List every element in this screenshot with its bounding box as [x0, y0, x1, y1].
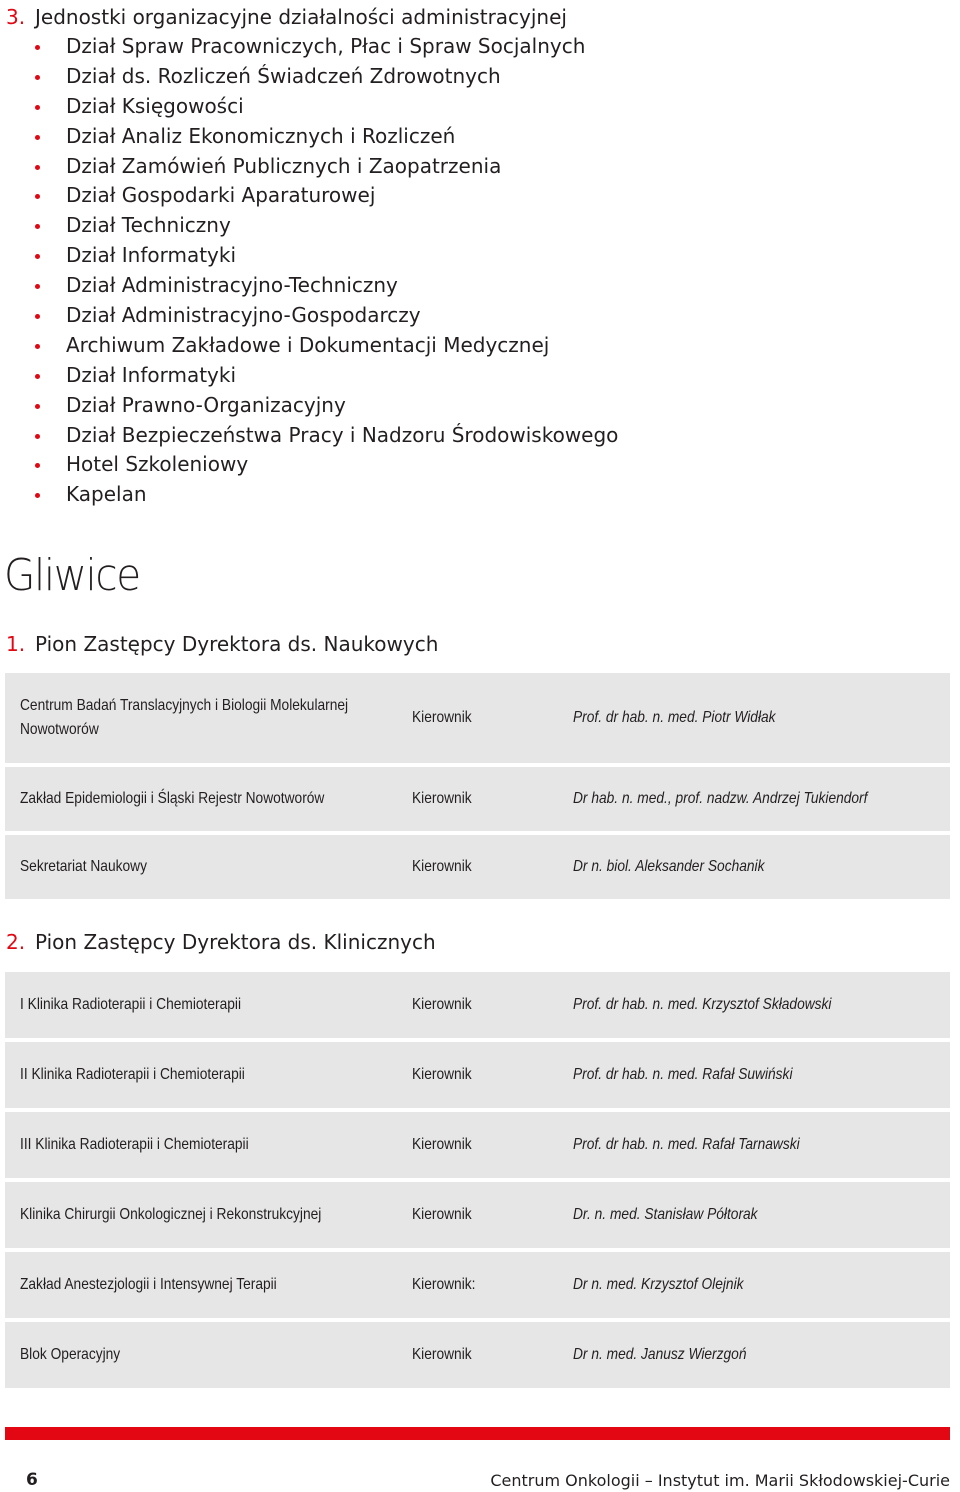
bullet-icon	[35, 105, 40, 110]
section-title: Pion Zastępcy Dyrektora ds. Klinicznych	[35, 930, 436, 954]
table-row	[5, 835, 950, 899]
role-cell: Kierownik	[412, 709, 472, 726]
unit-cell: Klinika Chirurgii Onkologicznej i Rekonstrukcyjnej	[20, 1206, 322, 1223]
person-cell: Dr hab. n. med., prof. nadzw. Andrzej Tukiendorf	[573, 790, 868, 807]
bullet-icon	[35, 434, 40, 439]
unit-list	[0, 32, 618, 510]
role-cell: Kierownik	[412, 1066, 472, 1083]
person-cell: Prof. dr hab. n. med. Rafał Suwiński	[573, 1066, 793, 1083]
table-row	[5, 1042, 950, 1108]
bullet-icon	[35, 374, 40, 379]
person-cell: Dr n. med. Krzysztof Olejnik	[573, 1276, 744, 1293]
list-item-label: Dział Informatyki	[66, 362, 237, 387]
list-item	[0, 32, 618, 62]
list-item-label: Dział Prawno-Organizacyjny	[66, 392, 346, 417]
table-row	[5, 972, 950, 1038]
person-cell: Dr. n. med. Stanisław Półtorak	[573, 1206, 758, 1223]
list-item-label: Dział Informatyki	[66, 243, 237, 268]
bullet-icon	[35, 75, 40, 80]
list-item-label: Hotel Szkoleniowy	[66, 452, 249, 477]
list-item	[0, 301, 618, 331]
person-cell: Prof. dr hab. n. med. Rafał Tarnawski	[573, 1136, 800, 1153]
unit-cell: Zakład Anestezjologii i Intensywnej Terapii	[20, 1276, 277, 1293]
list-item	[0, 122, 618, 152]
role-cell: Kierownik:	[412, 1276, 476, 1293]
pion-1-heading	[6, 631, 438, 657]
section-number: 1.	[6, 632, 26, 656]
list-item	[0, 421, 618, 451]
unit-cell: Sekretariat Naukowy	[20, 858, 147, 875]
person-cell: Dr n. biol. Aleksander Sochanik	[573, 858, 765, 875]
list-item-label: Archiwum Zakładowe i Dokumentacji Medycznej	[66, 332, 550, 357]
footer-title: Centrum Onkologii – Instytut im. Marii Skłodowskiej-Curie	[490, 1471, 950, 1490]
unit-cell: Blok Operacyjny	[20, 1346, 121, 1363]
page-number: 6	[26, 1470, 38, 1490]
list-item	[0, 450, 618, 480]
list-item-label: Dział Zamówień Publicznych i Zaopatrzenia	[66, 153, 502, 178]
list-item	[0, 361, 618, 391]
bullet-icon	[35, 224, 40, 229]
bullet-icon	[35, 284, 40, 289]
unit-cell: Zakład Epidemiologii i Śląski Rejestr Nowotworów	[20, 790, 325, 807]
role-cell: Kierownik	[412, 1346, 472, 1363]
list-item-label: Dział Analiz Ekonomicznych i Rozliczeń	[66, 123, 456, 148]
unit-cell: I Klinika Radioterapii i Chemioterapii	[20, 996, 242, 1013]
table-row	[5, 1252, 950, 1318]
role-cell: Kierownik	[412, 858, 472, 875]
city-heading: Gliwice	[4, 550, 140, 601]
pion-2-heading	[6, 929, 436, 955]
list-item	[0, 152, 618, 182]
bullet-icon	[35, 45, 40, 50]
footer-accent-bar	[5, 1427, 950, 1440]
list-item-label: Dział Administracyjno-Techniczny	[66, 273, 398, 298]
bullet-icon	[35, 254, 40, 259]
list-item	[0, 391, 618, 421]
unit-cell: Centrum Badań Translacyjnych i Biologii Molekularnej Nowotworów	[20, 697, 349, 738]
pion-1-table	[5, 673, 950, 903]
unit-cell: II Klinika Radioterapii i Chemioterapii	[20, 1066, 245, 1083]
person-cell: Prof. dr hab. n. med. Piotr Widłak	[573, 709, 776, 726]
list-item	[0, 271, 618, 301]
list-item	[0, 331, 618, 361]
list-item	[0, 480, 618, 510]
list-item-label: Dział Gospodarki Aparaturowej	[66, 183, 376, 208]
list-item-label: Dział Spraw Pracowniczych, Płac i Spraw Socjalnych	[66, 34, 586, 58]
list-item	[0, 62, 618, 92]
list-item	[0, 92, 618, 122]
list-item-label: Dział ds. Rozliczeń Świadczeń Zdrowotnych	[66, 63, 501, 88]
section-number: 3.	[6, 5, 26, 29]
bullet-icon	[35, 404, 40, 409]
list-item	[0, 181, 618, 211]
bullet-icon	[35, 194, 40, 199]
section-title: Jednostki organizacyjne działalności administracyjnej	[35, 5, 567, 29]
bullet-icon	[35, 493, 40, 498]
section-title: Pion Zastępcy Dyrektora ds. Naukowych	[35, 632, 439, 656]
list-item-label: Kapelan	[66, 482, 147, 507]
section-3-heading	[6, 4, 567, 30]
list-item-label: Dział Księgowości	[66, 93, 244, 118]
table-row	[5, 1112, 950, 1178]
bullet-icon	[35, 314, 40, 319]
list-item-label: Dział Bezpieczeństwa Pracy i Nadzoru Środowiskowego	[66, 422, 619, 447]
bullet-icon	[35, 463, 40, 468]
section-number: 2.	[6, 930, 26, 954]
bullet-icon	[35, 344, 40, 349]
list-item	[0, 241, 618, 271]
bullet-icon	[35, 165, 40, 170]
role-cell: Kierownik	[412, 790, 472, 807]
table-row	[5, 1322, 950, 1388]
unit-cell: III Klinika Radioterapii i Chemioterapii	[20, 1136, 249, 1153]
table-row	[5, 767, 950, 831]
list-item	[0, 211, 618, 241]
role-cell: Kierownik	[412, 1136, 472, 1153]
list-item-label: Dział Techniczny	[66, 213, 231, 238]
role-cell: Kierownik	[412, 996, 472, 1013]
table-row	[5, 1182, 950, 1248]
list-item-label: Dział Administracyjno-Gospodarczy	[66, 303, 421, 328]
table-row	[5, 673, 950, 763]
person-cell: Dr n. med. Janusz Wierzgoń	[573, 1346, 747, 1363]
person-cell: Prof. dr hab. n. med. Krzysztof Składowski	[573, 996, 832, 1013]
bullet-icon	[35, 135, 40, 140]
pion-2-table	[5, 972, 950, 1392]
role-cell: Kierownik	[412, 1206, 472, 1223]
